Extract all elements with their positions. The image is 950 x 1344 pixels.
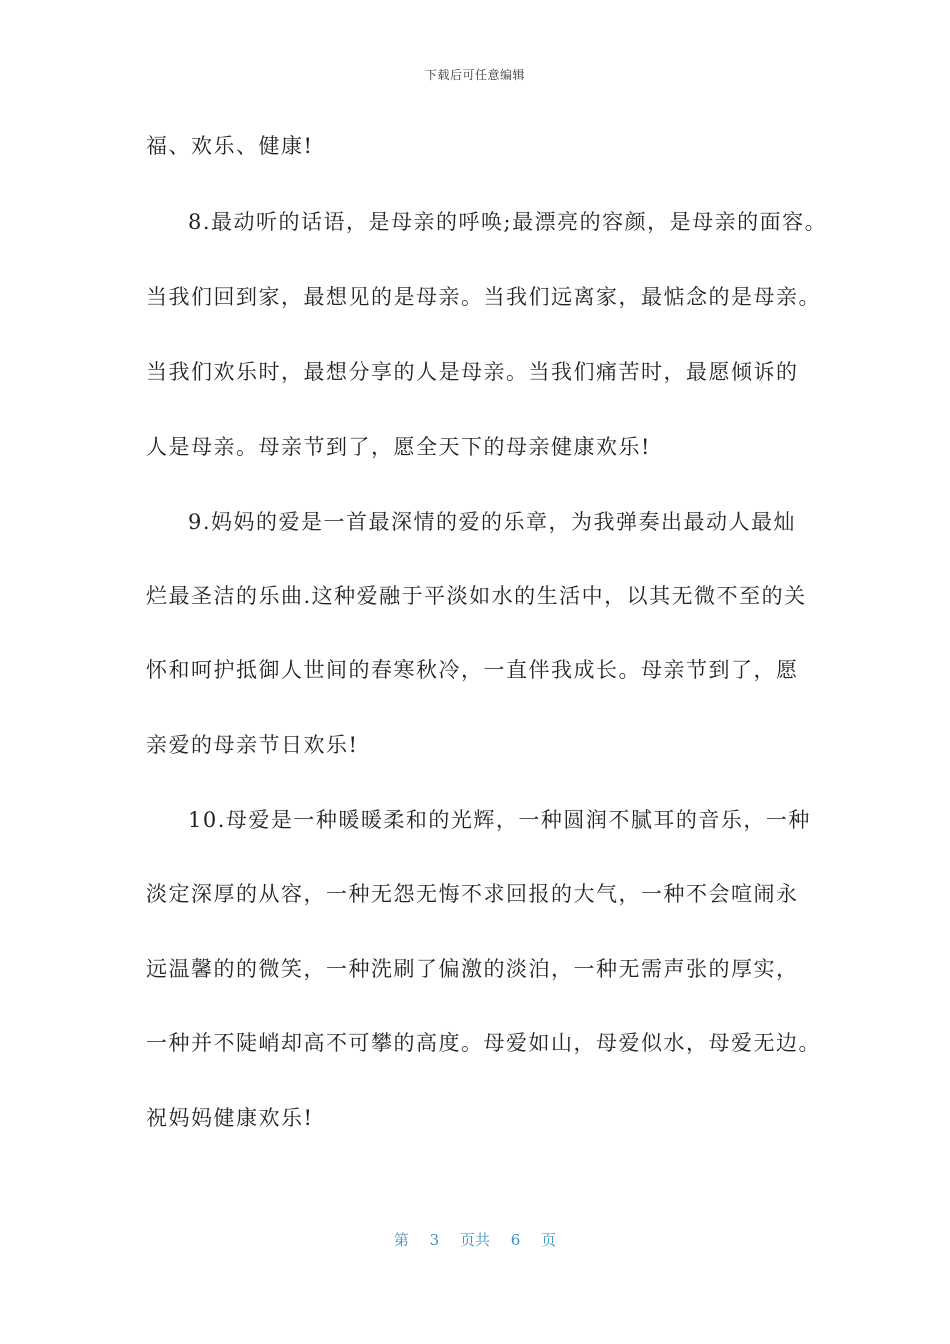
paragraph-10-first-line: 10.母爱是一种暖暖柔和的光辉，一种圆润不腻耳的音乐，一种 [188, 808, 811, 832]
page-header: 下载后可任意编辑 [424, 68, 525, 82]
text-line: 一种并不陡峭却高不可攀的高度。母爱如山，母爱似水，母爱无边。 [146, 1031, 821, 1055]
page-suffix: 页 [541, 1231, 557, 1249]
page-footer [0, 1229, 950, 1250]
text-line: 怀和呵护抵御人世间的春寒秋冷，一直伴我成长。母亲节到了，愿 [146, 658, 799, 682]
page-prefix: 第 [393, 1231, 409, 1249]
text-line: 当我们回到家，最想见的是母亲。当我们远离家，最惦念的是母亲。 [146, 285, 821, 309]
text-line: 淡定深厚的从容，一种无怨无悔不求回报的大气，一种不会喧闹永 [146, 882, 799, 906]
text-line: 祝妈妈健康欢乐! [146, 1106, 314, 1130]
page-total-number: 6 [510, 1231, 521, 1249]
page-current-number: 3 [429, 1231, 440, 1249]
text-line: 亲爱的母亲节日欢乐! [146, 733, 359, 757]
text-line: 人是母亲。母亲节到了，愿全天下的母亲健康欢乐! [146, 435, 651, 459]
paragraph-8-first-line: 8.最动听的话语，是母亲的呼唤;最漂亮的容颜，是母亲的面容。 [188, 210, 828, 234]
paragraph-9-first-line: 9.妈妈的爱是一首最深情的爱的乐章，为我弹奏出最动人最灿 [188, 510, 797, 534]
page-mid-label: 页共 [459, 1231, 490, 1249]
text-line: 烂最圣洁的乐曲.这种爱融于平淡如水的生活中，以其无微不至的关 [146, 584, 807, 608]
text-line: 当我们欢乐时，最想分享的人是母亲。当我们痛苦时，最愿倾诉的 [146, 360, 799, 384]
text-line: 福、欢乐、健康! [146, 134, 314, 158]
text-line: 远温馨的的微笑，一种洗刷了偏激的淡泊，一种无需声张的厚实， [146, 957, 799, 981]
